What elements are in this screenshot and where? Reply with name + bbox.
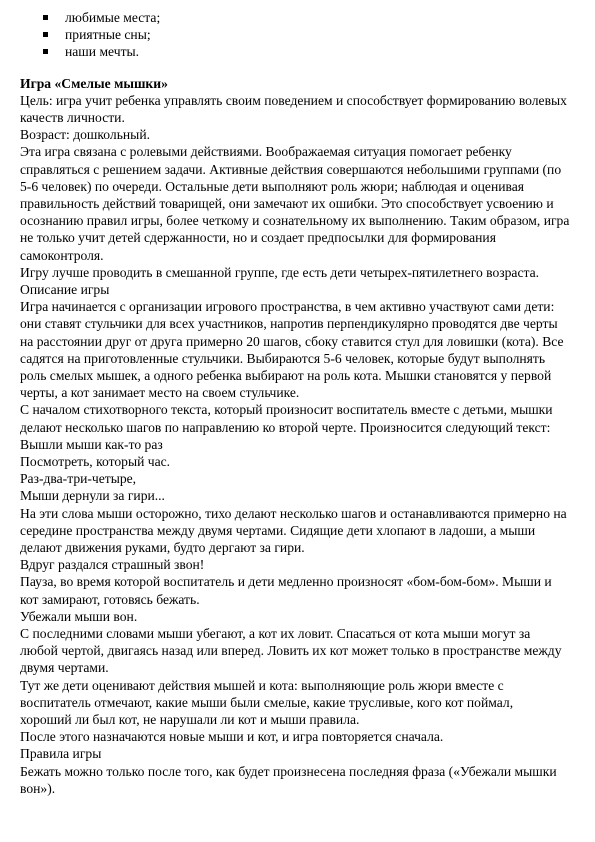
paragraph [20, 470, 583, 487]
text-line: не только учит детей сдержанности, но и создает предпосылки для формирования [20, 230, 496, 246]
text-line: вон»). [20, 780, 56, 796]
text-line: Правила игры [20, 746, 102, 762]
text-line: Эта игра связана с ролевыми действиями. Воображаемая ситуация помогает ребенку [20, 144, 512, 160]
text-line: Вышли мыши как-то раз [20, 436, 163, 452]
paragraph [20, 608, 583, 625]
paragraph [20, 505, 583, 557]
paragraph [20, 126, 583, 143]
bullet-icon [43, 32, 48, 37]
bullet-item: приятные сны; [43, 26, 595, 43]
bullet-item: любимые места; [43, 9, 595, 26]
text-line: Тут же дети оценивают действия мышей и кота: выполняющие роль жюри вместе с [20, 677, 504, 693]
text-line: Вдруг раздался страшный звон! [20, 557, 205, 573]
paragraph [20, 401, 583, 435]
text-line: садятся на приготовленные стульчики. Выбираются 5-6 человек, которые будут выполнять [20, 350, 546, 366]
bullet-item: наши мечты. [43, 43, 595, 60]
text-line: Мыши дернули за гири... [20, 488, 165, 504]
text-line: качеств личности. [20, 109, 125, 125]
paragraph [20, 298, 583, 401]
text-line: справляться с решением задачи. Активные действия совершаются небольшими группами (по [20, 161, 562, 177]
paragraph [20, 556, 583, 573]
bullet-list [43, 9, 595, 61]
text-line: осознанию правил игры, более четкому и сознательному их выполнению. Таким образом, игра [20, 213, 570, 229]
text-line: Пауза, во время которой воспитатель и дети медленно произносят «бом-бом-бом». Мыши и [20, 574, 552, 590]
paragraph [20, 264, 583, 281]
text-line: делают несколько шагов по направлению ко второй черте. Произносится следующий текст: [20, 419, 551, 435]
paragraph [20, 487, 583, 504]
text-line: Цель: игра учит ребенка управлять своим поведением и способствует формированию волевых [20, 92, 567, 108]
text-line: хороший ли был кот, не нарушали ли кот и мыши правила. [20, 712, 360, 728]
body-text [20, 92, 595, 797]
paragraph [20, 677, 583, 729]
text-line: С началом стихотворного текста, который произносит воспитатель вместе с детьми, мышки [20, 402, 553, 418]
game-title: Игра «Смелые мышки» [20, 75, 168, 91]
paragraph [20, 92, 583, 126]
text-line: правильность действий товарищей, они замечают их ошибки. Это способствует усвоению и [20, 195, 554, 211]
text-line: любой чертой, двигаясь назад или вперед. Ловить их кот может только в пространстве между [20, 643, 562, 659]
text-line: Посмотреть, который час. [20, 454, 171, 470]
text-line: Игру лучше проводить в смешанной группе, где есть дети четырех-пятилетнего возраста. [20, 264, 540, 280]
text-line: На эти слова мыши осторожно, тихо делают несколько шагов и останавливаются примерно на [20, 505, 567, 521]
text-line: После этого назначаются новые мыши и кот, и игра повторяется сначала. [20, 729, 444, 745]
bullet-icon [43, 15, 48, 20]
text-line: они ставят стульчики для всех участников, напротив перпендикулярно проводятся две черты [20, 316, 558, 332]
paragraph [20, 573, 583, 607]
text-line: Игра начинается с организации игрового пространства, в чем активно участвуют сами дети: [20, 299, 555, 315]
spacer [20, 61, 595, 75]
paragraph [20, 745, 583, 762]
paragraph [20, 436, 583, 453]
paragraph [20, 763, 583, 797]
paragraph [20, 143, 583, 263]
text-line: Раз-два-три-четыре, [20, 471, 137, 487]
text-line: Бежать можно только после того, как будет произнесена последняя фраза («Убежали мышки [20, 763, 557, 779]
text-line: самоконтроля. [20, 247, 104, 263]
text-line: на расстоянии друг от друга примерно 20 шагов, сбоку ставится стул для ловишки (кота). Все [20, 333, 564, 349]
text-line: двумя чертами. [20, 660, 109, 676]
text-line: кот замирают, готовясь бежать. [20, 591, 200, 607]
text-line: Убежали мыши вон. [20, 608, 138, 624]
text-line: середине пространства между двумя чертами. Сидящие дети хлопают в ладоши, а мыши [20, 522, 536, 538]
text-line: роль смелых мышек, а одного ребенка выбирают на роль кота. Мышки становятся у первой [20, 368, 552, 384]
paragraph [20, 281, 583, 298]
text-line: черты, а кот занимает место на своем стульчике. [20, 385, 300, 401]
bullet-icon [43, 49, 48, 54]
text-line: делают движения руками, будто дергают за гири. [20, 540, 305, 556]
text-line: Возраст: дошкольный. [20, 127, 150, 143]
paragraph [20, 728, 583, 745]
text-line: воспитатель отмечают, какие мыши были смелые, какие трусливые, кого кот поймал, [20, 694, 514, 710]
text-line: С последними словами мыши убегают, а кот их ловит. Спасаться от кота мыши могут за [20, 626, 531, 642]
text-line: 5-6 человек) по очереди. Остальные дети выполняют роль жюри; наблюдая и оценивая [20, 178, 525, 194]
text-line: Описание игры [20, 282, 110, 297]
paragraph [20, 625, 583, 677]
paragraph [20, 453, 583, 470]
